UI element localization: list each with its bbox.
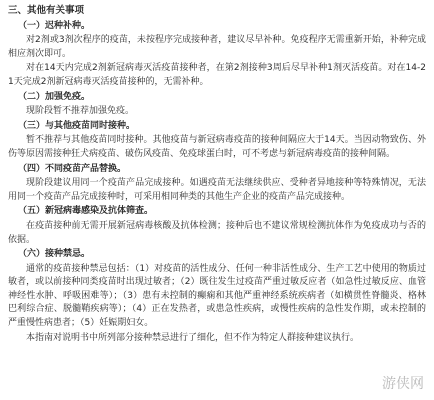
watermark-logo: 游侠网 [382,376,424,393]
paragraph: 在疫苗接种前无需开展新冠病毒核酸及抗体检测；接种后也不建议常规检测抗体作为免疫成功与否的依据。 [8,220,426,245]
paragraph: 现阶段暂不推荐加强免疫。 [26,106,135,117]
item-label: （五）新冠病毒感染及抗体筛查。 [18,206,154,217]
paragraph: 现阶段建议用同一个疫苗产品完成接种。如遇疫苗无法继续供应、受种者异地接种等特殊情况，无法用同一个疫苗产品完成接种时，可采用相同种类的其他生产企业的疫苗产品完成接种。 [8,178,426,202]
item-co-administration [8,120,426,162]
paragraph: 通常的疫苗接种禁忌包括：（1）对疫苗的活性成分、任何一种非活性成分、生产工艺中使用的物质过敏者，或以前接种同类疫苗时出现过敏者；（2）既往发生过疫苗严重过敏反应者（如急性过敏反应、血管神经性水肿、呼吸困难等）；（3）患有未控制的癫痫和其他严重神经系统疾病者（如横贯性脊髓炎、格林巴利综合症、脱髓鞘疾病等）；（4）正在发热者，或患急性疾病，或慢性疾病的急性发作期，或未控制的严重慢性病患者；（5）妊娠期妇女。 [8,263,426,329]
paragraph: 对在14天内完成2剂新冠病毒灭活疫苗接种者，在第2剂接种3周后尽早补种1剂灭活疫苗。对在14-21天完成2剂新冠病毒灭活疫苗接种的，无需补种。 [8,63,426,87]
section-title: 三、其他有关事项 [8,5,85,16]
paragraph: 对2剂或3剂次程序的疫苗，未按程序完成接种者，建议尽早补种。免疫程序无需重新开始，补种完成相应剂次即可。 [8,35,426,59]
paragraph: 本指南对说明书中所列部分接种禁忌进行了细化，但不作为特定人群接种建议执行。 [26,332,360,343]
item-product-substitution [8,163,426,205]
item-booster [8,91,426,119]
item-label: （二）加强免疫。 [18,91,91,102]
paragraph: 暂不推荐与其他疫苗同时接种。其他疫苗与新冠病毒疫苗的接种间隔应大于14天。当因动物致伤、外伤等原因需接种狂犬病疫苗、破伤风疫苗、免疫球蛋白时，可不考虑与新冠病毒疫苗的接种间隔。 [8,135,426,159]
item-label: （四）不同疫苗产品替换。 [18,163,127,174]
item-screening [8,205,426,247]
item-late-vaccination [8,20,426,90]
item-label: （三）与其他疫苗同时接种。 [18,120,136,131]
item-label: （一）迟种补种。 [18,20,91,31]
item-label: （六）接种禁忌。 [18,249,91,260]
item-contraindications [8,248,426,345]
